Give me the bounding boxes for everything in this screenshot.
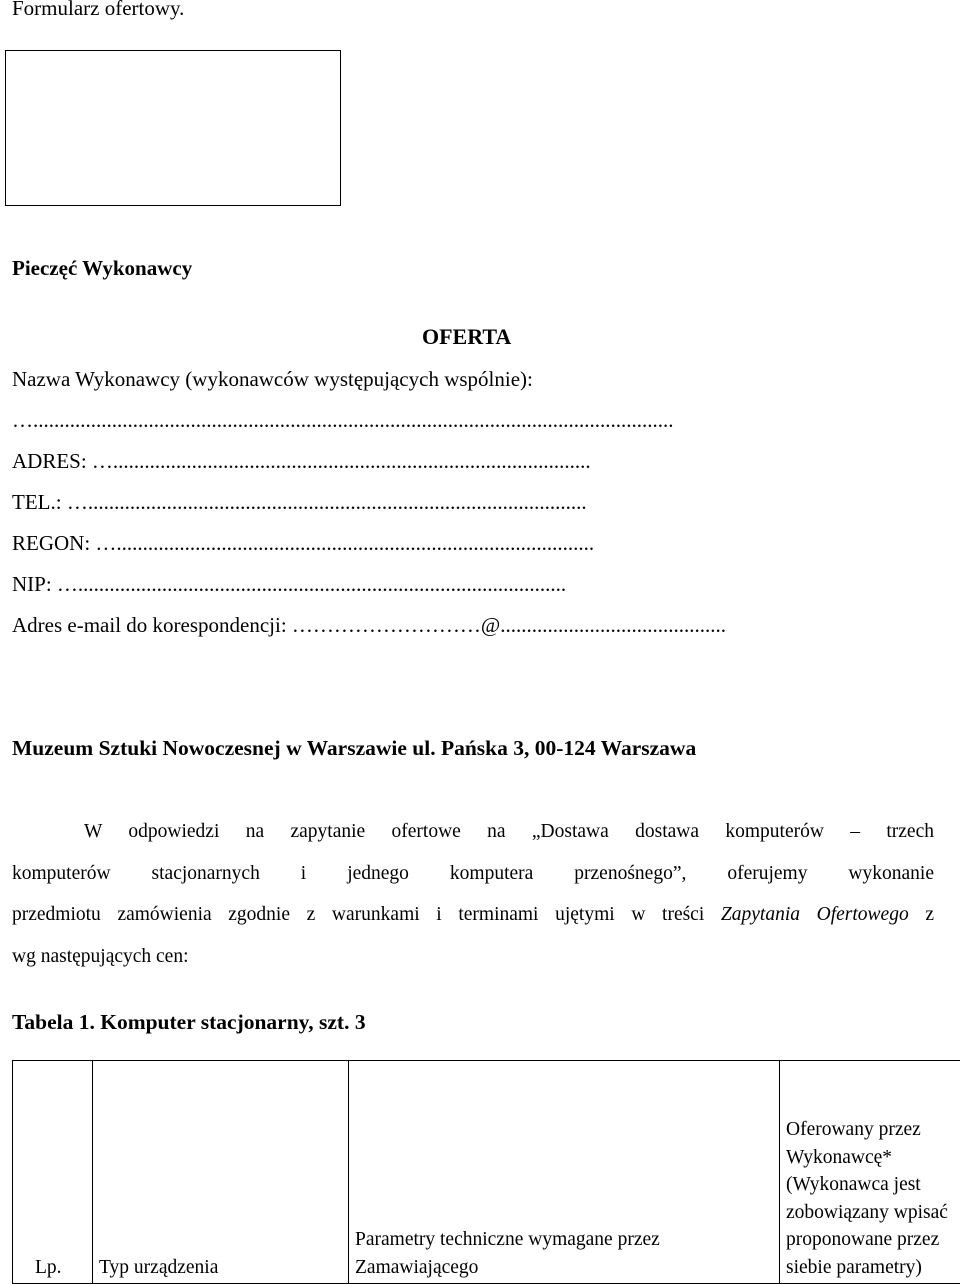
intro-line: W odpowiedzi na zapytanie ofertowe na „Dostawa dostawa komputerów – trzech [84,821,934,842]
header-lp: Lp. [13,1061,93,1284]
doc-type-label: Formularz ofertowy. [12,0,185,20]
nip-field: NIP: …............................................................................................. [12,572,567,596]
stamp-label: Pieczęć Wykonawcy [12,256,193,280]
stamp-box [5,50,341,206]
offer-title: OFERTA [422,324,512,349]
intro-line: komputerów stacjonarnych i jednego komputera przenośnego”, oferujemy wykonanie [12,862,934,884]
table1-caption: Tabela 1. Komputer stacjonarny, szt. 3 [12,1010,366,1034]
intro-line: przedmiotu zamówienia zgodnie z warunkami i terminami ujętymi w treści [12,904,721,925]
intro-line: z [908,904,934,925]
table-header-row [13,1061,960,1284]
intro-italic-title: Zapytania Ofertowego [720,904,909,925]
header-device-type: Typ urządzenia [93,1061,349,1284]
email-field: Adres e-mail do korespondencji: ………………………@........................................... [12,613,727,637]
regon-field: REGON: …........................................................................................... [12,531,595,555]
contractor-name-field: ….......................................................................................................................... [12,408,674,432]
header-required-params: Parametry techniczne wymagane przez Zamawiającego [349,1061,780,1284]
intro-line: wg następujących cen: [12,945,189,967]
phone-field: TEL.: …............................................................................................... [12,490,587,514]
recipient-address: Muzeum Sztuki Nowoczesnej w Warszawie ul. Pańska 3, 00-124 Warszawa [12,736,697,760]
address-field: ADRES: …........................................................................................... [12,449,591,473]
offer-table [12,1060,960,1284]
contractor-name-label: Nazwa Wykonawcy (wykonawców występujących wspólnie): [12,367,533,391]
intro-paragraph [12,811,934,977]
header-offered-params: Oferowany przez Wykonawcę* (Wykonawca jest zobowiązany wpisać proponowane przez siebie parametry) [780,1061,960,1284]
